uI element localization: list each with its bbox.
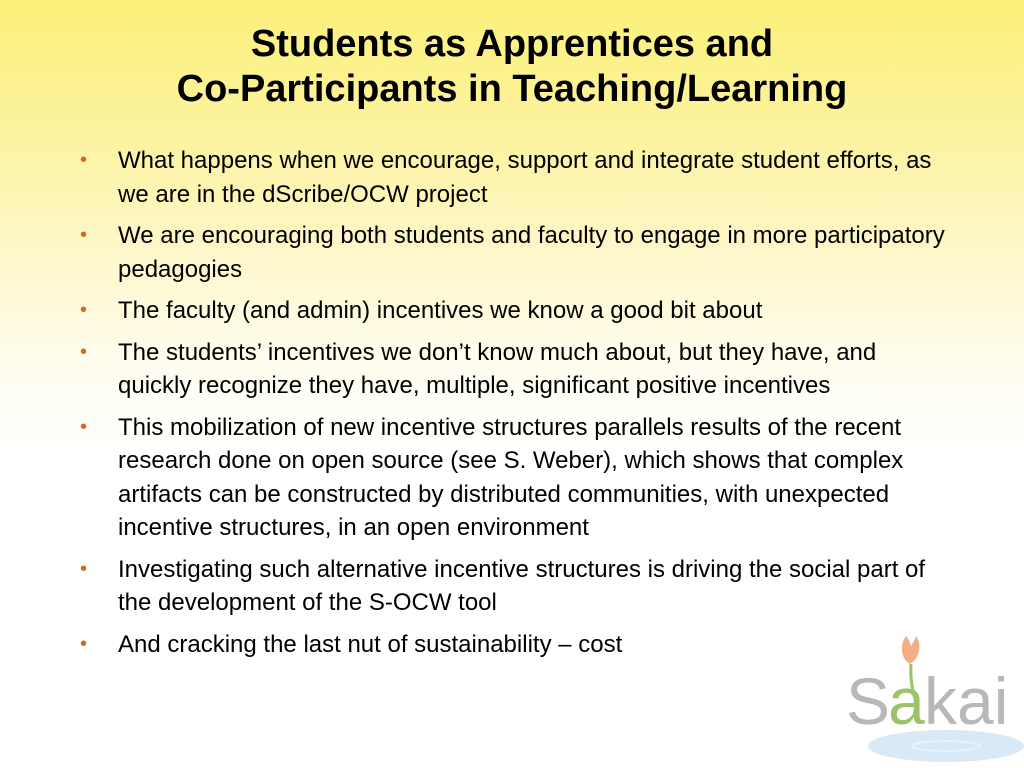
bullet-text-6: Investigating such alternative incentive structures is driving the social part of the development of the S-OCW tool [118,555,926,616]
bullet-dot-icon: • [80,632,88,655]
bullet-text-1: What happens when we encourage, support and integrate student efforts, as we are in the dScribe/OCW project [118,147,932,208]
slide-title [0,22,1024,112]
bullet-text-4: The students’ incentives we don’t know much about, but they have, and quickly recognize they have, multiple, significant positive incentives [118,338,877,399]
bullet-dot-icon: • [80,557,88,580]
bullet-item-1 [78,144,948,211]
bullet-dot-icon: • [80,149,88,171]
bullet-list [78,144,948,669]
bullet-dot-icon: • [80,224,88,246]
bullet-text-2: We are encouraging both students and faculty to engage in more participatory pedagogies [118,222,945,283]
bullet-dot-icon: • [80,340,88,363]
bullet-item-4 [78,336,948,403]
bullet-item-7 [78,628,948,662]
bullet-text-7: And cracking the last nut of sustainability – cost [118,630,623,658]
logo-letter-s: S [846,664,891,738]
bullet-text-5: This mobilization of new incentive structures parallels results of the recent research done on open source (see S. Weber), which shows that complex artifacts can be constructed by distributed communities, with unexpected incentive structures, in an open environment [118,413,904,541]
bullet-item-3 [78,294,948,328]
logo-letters-kai: kai [924,664,1009,738]
bullet-dot-icon: • [80,299,88,321]
bullet-text-3: The faculty (and admin) incentives we know a good bit about [118,297,763,324]
sakai-logo [838,628,1024,768]
bullet-dot-icon: • [80,415,88,438]
title-line-1: Students as Apprentices and [250,23,774,65]
bullet-item-2 [78,219,948,286]
title-line-2: Co-Participants in Teaching/Learning [176,68,848,110]
bullet-item-6 [78,553,948,620]
bullet-item-5 [78,411,948,545]
logo-letter-a: a [888,664,925,738]
